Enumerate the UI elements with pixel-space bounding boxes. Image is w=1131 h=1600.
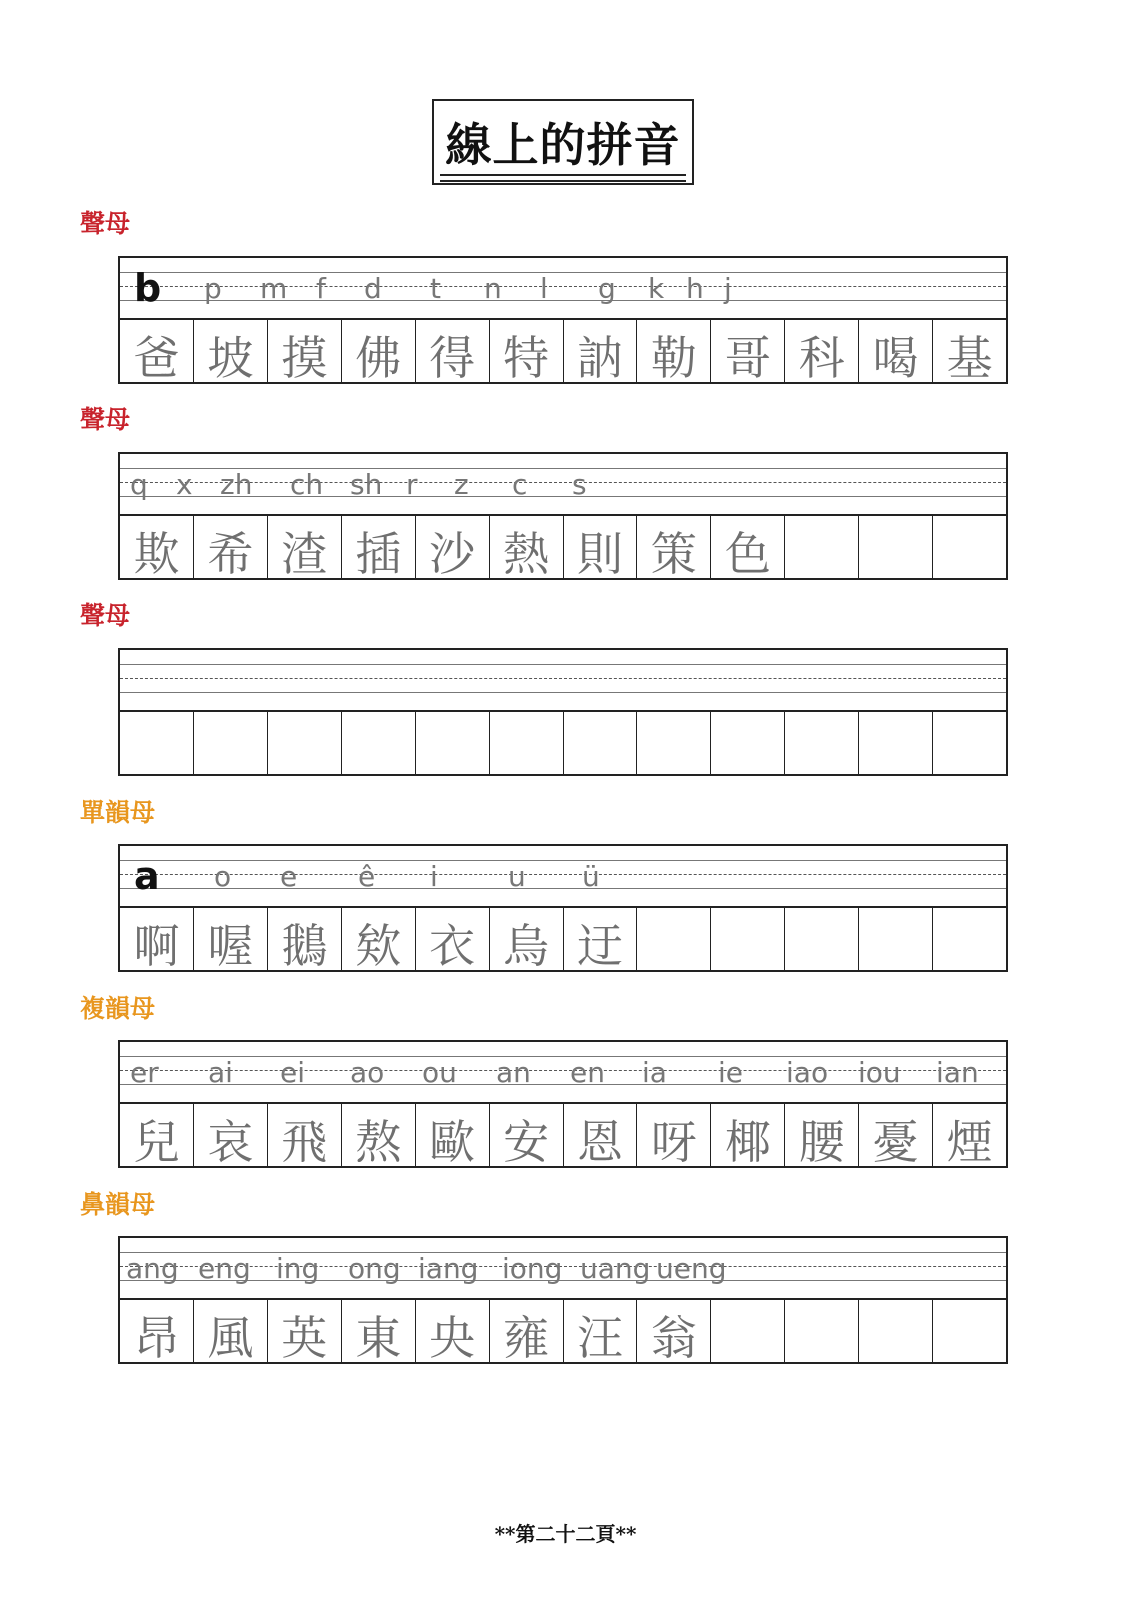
pinyin-item: ü [582,860,600,893]
pinyin-item: q [130,468,148,501]
pinyin-row [120,1238,1006,1300]
char-cell: 渣 [268,514,342,578]
pinyin-item: h [686,272,704,305]
char-cell: 椰 [711,1102,785,1166]
char-cell [933,906,1006,970]
char-cell [933,514,1006,578]
char-cell: 熱 [490,514,564,578]
char-cell [785,1298,859,1362]
title-underline-1 [440,174,686,176]
pinyin-item: i [430,860,438,893]
pinyin-item: ong [348,1252,401,1285]
pinyin-item: l [540,272,548,305]
pinyin-item: ian [936,1056,979,1089]
pinyin-item: zh [220,468,253,501]
char-cell: 雍 [490,1298,564,1362]
char-cell [785,710,859,774]
char-cell: 欺 [120,514,194,578]
char-cell: 基 [946,331,993,385]
char-cell: 飛 [268,1102,342,1166]
pinyin-item: eng [198,1252,251,1285]
section-label: 聲母 [80,209,131,238]
page-title: 線上的拼音 [445,118,681,172]
char-cell [120,710,194,774]
char-cell [342,710,416,774]
char-cell: 訥 [564,318,638,382]
char-cell: 昂 [120,1298,194,1362]
section-label: 鼻韻母 [80,1190,156,1219]
pinyin-row [120,454,1006,516]
character-row [120,710,1006,774]
pinyin-item: ang [126,1252,179,1285]
char-cell: 喝 [859,318,933,382]
char-cell: 兒 [120,1102,194,1166]
char-cell: 熬 [342,1102,416,1166]
char-cell [416,710,490,774]
character-row [120,906,1006,973]
pinyin-item: sh [350,468,383,501]
page-number: **第二十二頁** [494,1522,637,1546]
char-cell: 腰 [785,1102,859,1166]
char-cell: 呀 [637,1102,711,1166]
pinyin-item: j [724,272,732,305]
char-cell [711,1298,785,1362]
char-cell: 則 [564,514,638,578]
char-cell [859,514,933,578]
char-cell [490,710,564,774]
char-cell: 策 [637,514,711,578]
pinyin-row [120,846,1006,908]
char-cell: 欸 [342,906,416,970]
char-cell: 摸 [268,318,342,382]
pinyin-item: f [316,272,326,305]
pinyin-item: ou [422,1056,457,1089]
pinyin-item: x [176,468,193,501]
title-box [432,99,694,185]
char-cell [711,906,785,970]
char-cell [859,710,933,774]
char-cell [785,906,859,970]
pinyin-item: o [214,860,232,893]
pinyin-item: r [406,468,418,501]
pinyin-item: p [204,272,222,305]
char-cell: 色 [711,514,785,578]
writing-block-shengmu-1 [118,256,1008,384]
char-cell: 央 [416,1298,490,1362]
pinyin-row [120,258,1006,320]
char-cell: 烏 [490,906,564,970]
pinyin-item: iong [502,1252,563,1285]
pinyin-item: iou [858,1056,901,1089]
pinyin-item: b [134,266,162,310]
char-cell: 英 [268,1298,342,1362]
section-label: 聲母 [80,405,131,434]
char-cell: 沙 [416,514,490,578]
char-cell: 佛 [342,318,416,382]
pinyin-item: m [260,272,288,305]
char-cell: 勒 [637,318,711,382]
pinyin-item: uang [580,1252,651,1285]
char-cell [637,710,711,774]
char-cell: 喔 [194,906,268,970]
char-cell [711,710,785,774]
char-cell: 迂 [564,906,638,970]
char-cell: 安 [490,1102,564,1166]
pinyin-item: ao [350,1056,385,1089]
char-cell: 坡 [194,318,268,382]
section-label: 聲母 [80,601,131,630]
pinyin-item: ie [718,1056,744,1089]
pinyin-item: an [496,1056,531,1089]
pinyin-item: g [598,272,616,305]
char-cell: 科 [785,318,859,382]
char-cell: 汪 [564,1298,638,1362]
char-cell [268,710,342,774]
pinyin-item: a [134,854,160,898]
pinyin-item: k [648,272,665,305]
pinyin-item: u [508,860,526,893]
char-cell [564,710,638,774]
char-cell: 恩 [564,1102,638,1166]
char-cell: 特 [490,318,564,382]
section-label: 複韻母 [80,994,156,1023]
pinyin-item: ei [280,1056,306,1089]
char-cell: 翁 [637,1298,711,1362]
pinyin-item: iao [786,1056,829,1089]
character-row [120,514,1006,581]
char-cell: 煙 [946,1115,993,1169]
char-cell: 得 [416,318,490,382]
pinyin-item: ch [290,468,324,501]
writing-block-fuyunmu [118,1040,1008,1168]
char-cell [933,1298,1006,1362]
pinyin-item: s [572,468,587,501]
char-cell: 哥 [711,318,785,382]
pinyin-item: t [430,272,441,305]
char-cell: 憂 [859,1102,933,1166]
section-label: 單韻母 [80,798,156,827]
pinyin-row [120,1042,1006,1104]
char-cell: 插 [342,514,416,578]
pinyin-item: en [570,1056,605,1089]
character-row [120,1298,1006,1365]
char-cell [194,710,268,774]
char-cell: 鵝 [268,906,342,970]
char-cell: 風 [194,1298,268,1362]
pinyin-item: z [454,468,469,501]
char-cell: 希 [194,514,268,578]
char-cell: 歐 [416,1102,490,1166]
pinyin-item: ê [358,860,376,893]
character-row [120,318,1006,385]
char-cell [859,906,933,970]
pinyin-item: er [130,1056,159,1089]
pinyin-item: iang [418,1252,479,1285]
character-row [120,1102,1006,1169]
pinyin-item: n [484,272,502,305]
char-cell [637,906,711,970]
pinyin-item: c [512,468,528,501]
char-cell: 哀 [194,1102,268,1166]
pinyin-item: ing [276,1252,320,1285]
pinyin-item: ia [642,1056,667,1089]
char-cell [785,514,859,578]
char-cell: 衣 [416,906,490,970]
char-cell: 東 [342,1298,416,1362]
pinyin-item: ueng [656,1252,727,1285]
writing-block-danyunmu [118,844,1008,972]
pinyin-item: e [280,860,298,893]
pinyin-item: ai [208,1056,233,1089]
char-cell [933,710,1006,774]
char-cell: 爸 [120,318,194,382]
title-underline-2 [440,180,686,182]
pinyin-row [120,650,1006,712]
writing-block-biyunmu [118,1236,1008,1364]
char-cell: 啊 [120,906,194,970]
char-cell [859,1298,933,1362]
writing-block-shengmu-2 [118,452,1008,580]
pinyin-item: d [364,272,382,305]
writing-block-shengmu-3 [118,648,1008,776]
